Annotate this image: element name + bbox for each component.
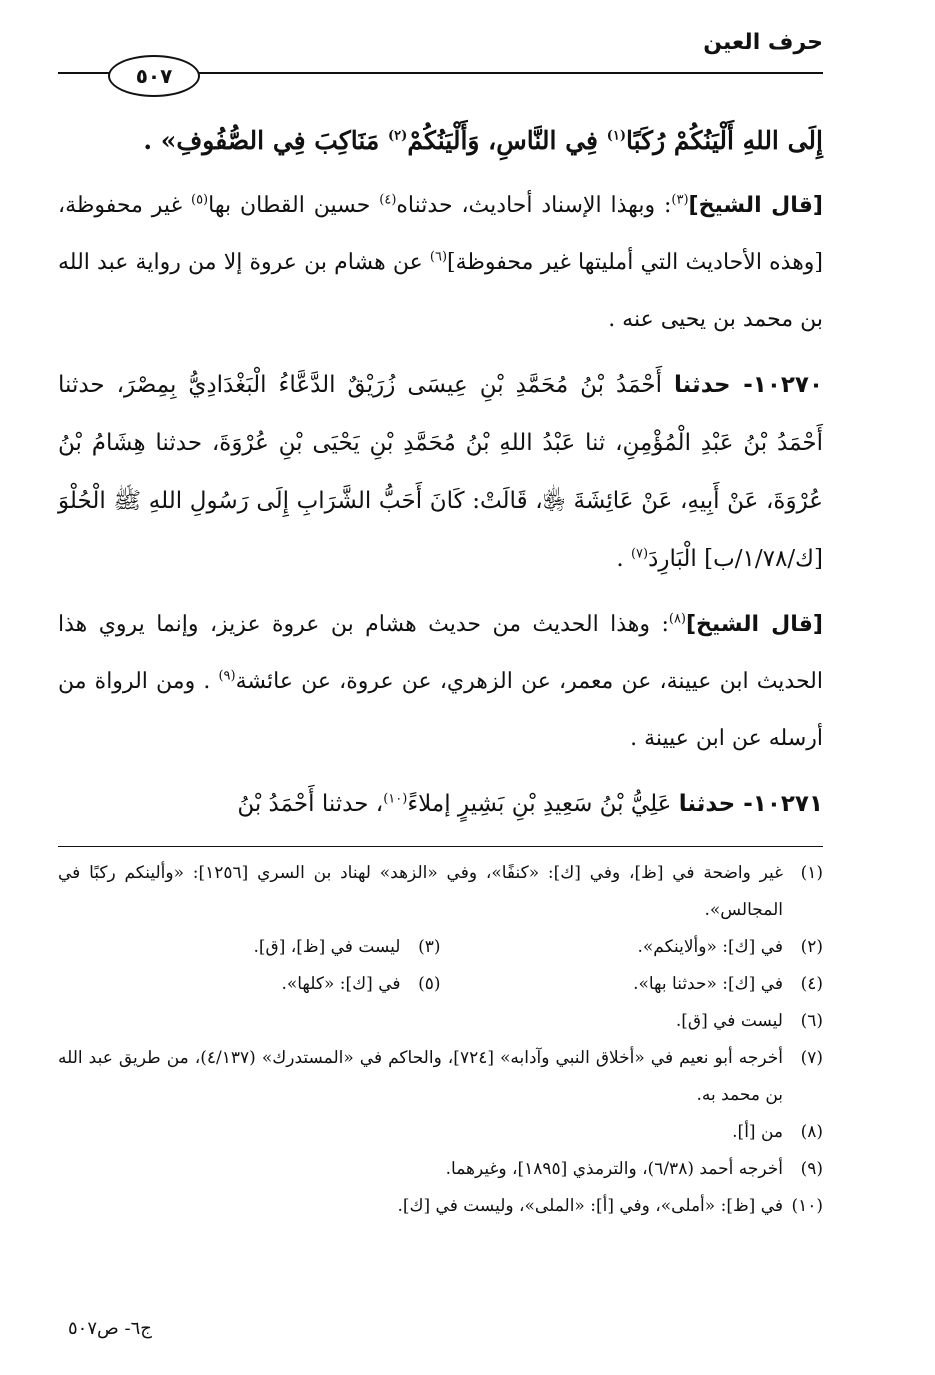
footnote-number: (٣) <box>418 937 441 957</box>
footnote-item <box>58 1040 823 1114</box>
sheikh-note-text: غير محفوظة، [وهذه الأحاديث التي أمليتها غير محفوظة] <box>58 193 823 275</box>
main-text <box>58 112 823 841</box>
sheikh-note-1 <box>58 177 823 348</box>
sheikh-label: [قال الشيخ] <box>686 612 823 637</box>
sheikh-note-text: : وبهذا الإسناد أحاديث، حدثناه <box>396 193 672 218</box>
footnote-item <box>58 855 823 929</box>
footnote-marker[interactable]: (٧) <box>630 546 649 562</box>
footnote-text: في [ك]: «كلها». <box>281 974 401 994</box>
hadith-text: عَلِيُّ بْنُ سَعِيدِ بْنِ بَشِيرٍ إملاءً <box>407 791 679 817</box>
footnote-number: (٧) <box>800 1048 823 1068</box>
footnote-item <box>58 929 441 966</box>
footnote-item <box>58 1003 823 1040</box>
sheikh-note-2 <box>58 596 823 767</box>
footnote-marker[interactable]: (٤) <box>379 192 397 208</box>
sheikh-note-text: حسين القطان بها <box>208 193 380 218</box>
volume-page-reference: ج٦- ص٥٠٧ <box>68 1318 152 1339</box>
hadith-text: أَحْمَدُ بْنُ مُحَمَّدِ بْنِ عِيسَى زُرَيْقٌ الدَّعَّاءُ الْبَغْدَادِيُّ بِمِصْرَ، حدثنا أَحْمَدُ بْنُ عَبْدِ الْمُؤْمِنِ، ثنا عَبْدُ اللهِ بْنُ مُحَمَّدِ بْنِ يَحْيَى بْنِ عُرْوَةَ، حدثنا هِشَامُ بْنُ عُرْوَةَ، عَنْ أَبِيهِ، عَنْ عَائِشَةَ ﵂، قَالَتْ: كَانَ أَحَبُّ الشَّرَابِ إِلَى رَسُولِ اللهِ ﷺ الْحُلْوَ [ك/١/٧٨/ب] الْبَارِدَ <box>58 372 823 572</box>
footnote-item <box>441 929 824 966</box>
footnote-marker[interactable]: (١) <box>606 128 626 144</box>
footnote-marker[interactable]: (٨) <box>668 611 686 627</box>
footnote-text: غير واضحة في [ظ]، وفي [ك]: «كنفًا»، وفي «الزهد» لهناد بن السري [١٢٥٦]: «وألينكم ركبًا في المجالس». <box>58 863 783 920</box>
footnote-item <box>58 1188 823 1225</box>
sheikh-note-text: . ومن الرواة من أرسله عن ابن عيينة . <box>58 669 823 751</box>
footnote-number: (١) <box>800 863 823 883</box>
footnote-marker[interactable]: (١٠) <box>383 791 408 807</box>
sheikh-label: [قال الشيخ] <box>688 193 823 218</box>
quran-start: إِلَى اللهِ أَلْيَنُكُمْ رُكَبًا <box>626 126 823 155</box>
header-title: حرف العين <box>703 30 823 55</box>
hadith-10271 <box>58 775 823 833</box>
footnote-marker[interactable]: (٢) <box>388 128 408 144</box>
footnote-text: ليست في [ظ]، [ق]. <box>253 937 401 957</box>
footnote-number: (٨) <box>800 1122 823 1142</box>
hadith-text-end: . <box>616 546 631 572</box>
footnote-text: أخرجه أبو نعيم في «أخلاق النبي وآدابه» [٧٢٤]، والحاكم في «المستدرك» (٤/١٣٧)، من طريق عبد الله بن محمد به. <box>58 1048 784 1105</box>
hadith-number: ١٠٢٧٠- حدثنا <box>674 372 823 398</box>
footnote-number: (٤) <box>800 974 823 994</box>
footnote-number: (٢) <box>800 937 823 957</box>
hadith-text: ، حدثنا أَحْمَدُ بْنُ <box>237 791 384 817</box>
footnote-text: أخرجه أحمد (٦/٣٨)، والترمذي [١٨٩٥]، وغيرهما. <box>445 1159 783 1179</box>
page-number-badge: ٥٠٧ <box>108 55 200 97</box>
footnote-item <box>58 966 441 1003</box>
footnote-number: (٩) <box>800 1159 823 1179</box>
hadith-10270 <box>58 356 823 588</box>
footnote-marker[interactable]: (٦) <box>429 249 448 265</box>
footnote-marker[interactable]: (٣) <box>671 192 689 208</box>
hadith-number: ١٠٢٧١- حدثنا <box>678 791 823 817</box>
footnote-number: (٦) <box>800 1011 823 1031</box>
footnote-rule <box>58 846 823 847</box>
footnotes <box>58 855 823 1225</box>
quran-mid: فِي النَّاسِ، وَأَلْيَنُكُمْ <box>407 126 607 155</box>
footnote-item <box>58 1151 823 1188</box>
footnote-item <box>58 1114 823 1151</box>
quran-end: مَنَاكِبَ فِي الصُّفُوفِ» . <box>143 126 389 155</box>
footnote-row <box>58 929 823 966</box>
footnote-marker[interactable]: (٩) <box>218 668 236 684</box>
footnote-text: في [ك]: «وألاينكم». <box>637 937 783 957</box>
footnote-item <box>441 966 824 1003</box>
footnote-number: (٥) <box>418 974 441 994</box>
sheikh-note-text: عن هشام بن عروة إلا من رواية عبد الله بن محمد بن يحيى عنه . <box>58 250 823 332</box>
footnote-text: من [أ]. <box>732 1122 783 1142</box>
footnote-number: (١٠) <box>791 1196 823 1216</box>
quran-paragraph <box>58 112 823 169</box>
sheikh-note-text: : وهذا الحديث من حديث هشام بن عروة عزيز، وإنما يروي هذا الحديث ابن عيينة، عن معمر، عن الزهري، عن عروة، عن عائشة <box>58 612 823 694</box>
footnote-marker[interactable]: (٥) <box>190 192 209 208</box>
footnote-text: في [ك]: «حدثنا بها». <box>633 974 783 994</box>
footnote-row <box>58 966 823 1003</box>
footnote-text: في [ظ]: «أملى»، وفي [أ]: «الملى»، وليست في [ك]. <box>397 1196 783 1216</box>
footnote-text: ليست في [ق]. <box>675 1011 783 1031</box>
